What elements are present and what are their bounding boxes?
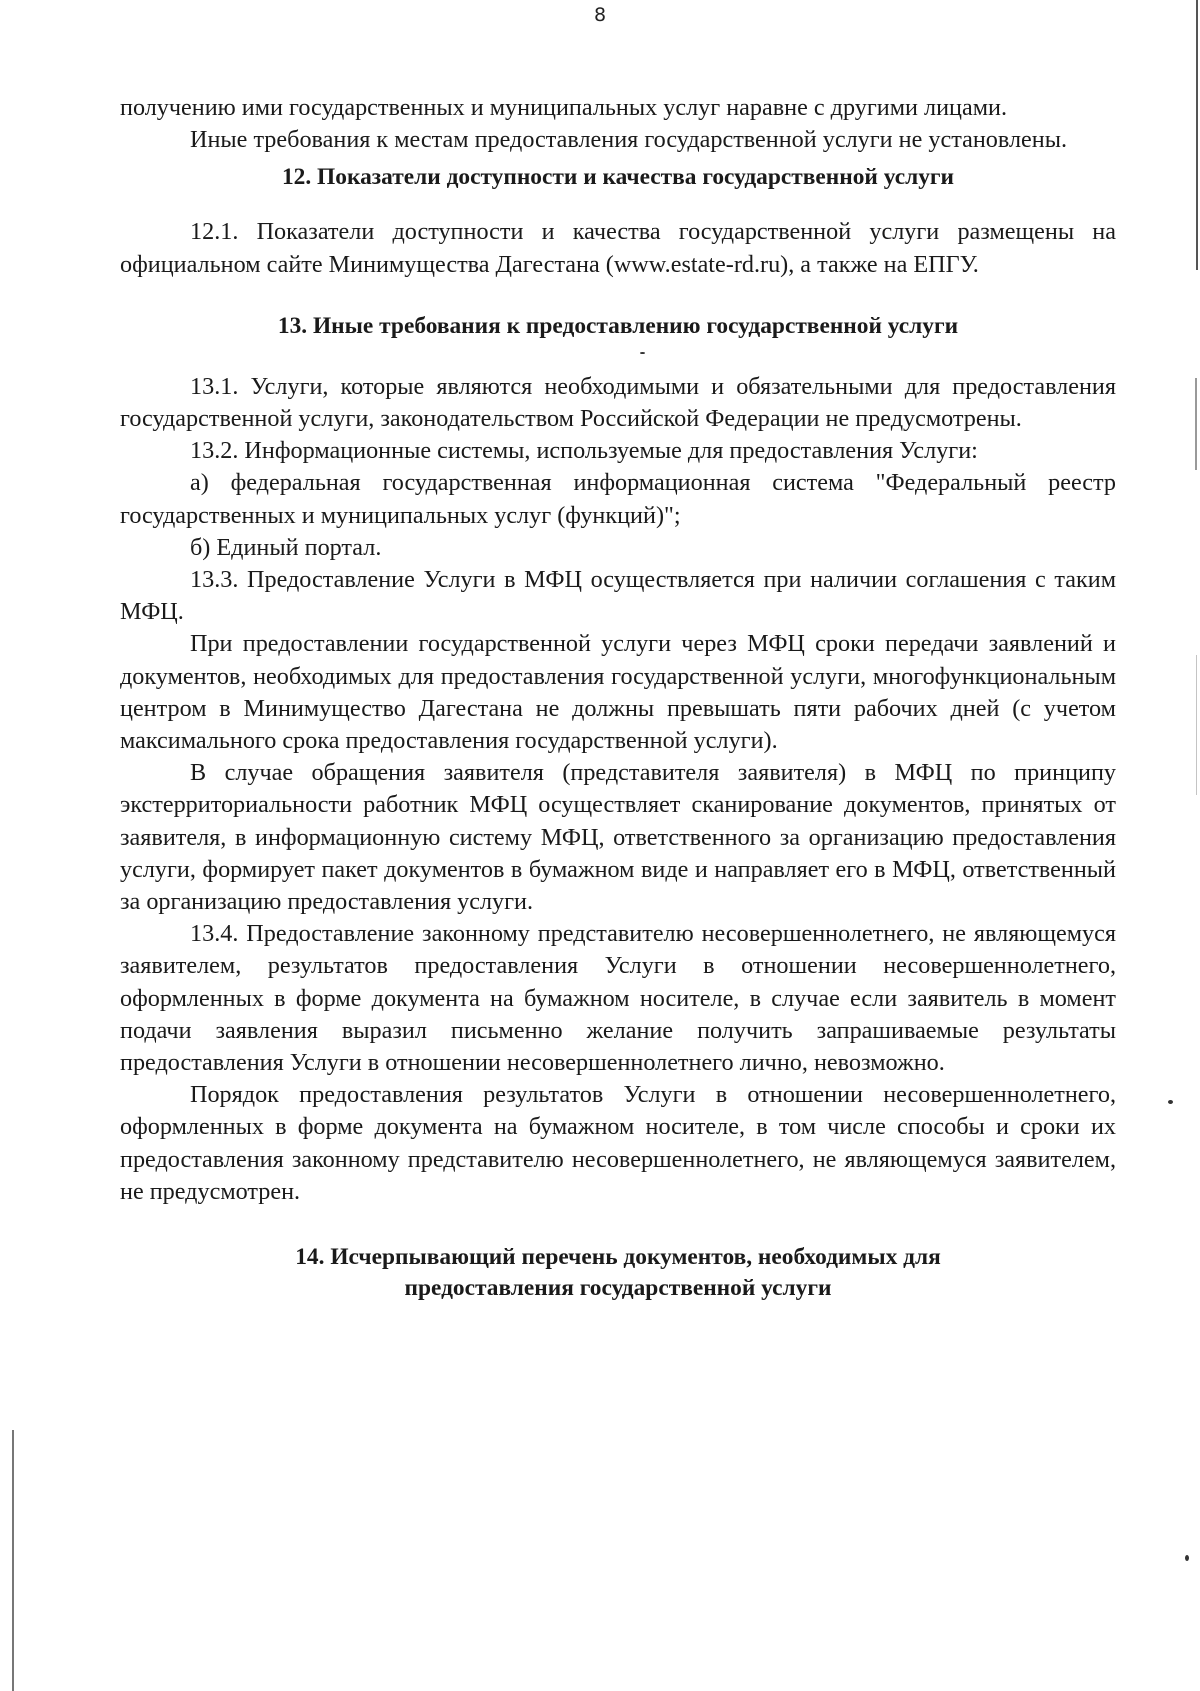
paragraph-13-1: 13.1. Услуги, которые являются необходимыми и обязательными для предоставления государственной услуги, законодательством Российской Федерации не предусмотрены.: [120, 372, 1116, 433]
section-14-heading-line-1: 14. Исчерпывающий перечень документов, необходимых для: [295, 1244, 941, 1271]
paragraph-13-3-extraterritorial: В случае обращения заявителя (представителя заявителя) в МФЦ по принципу экстерриториальности работник МФЦ осуществляет сканирование документов, принятых от заявителя, в информационную систему МФЦ, ответственного за организацию предоставления услуги, формирует пакет документов в бумажном виде и направляет его в МФЦ, ответственный за организацию предоставления услуги.: [120, 759, 1116, 916]
paragraph-continuation: получению ими государственных и муниципальных услуг наравне с другими лицами.: [120, 94, 1007, 121]
paragraph-13-2-b: б) Единый портал.: [190, 533, 382, 561]
scan-edge-left-bottom: [12, 1430, 14, 1691]
paragraph-13-2: 13.2. Информационные системы, используемые для предоставления Услуги:: [190, 437, 978, 465]
page-number: 8: [593, 4, 607, 26]
paragraph-13-4: 13.4. Предоставление законному представителю несовершеннолетнего, не являющемуся заявителем, результатов предоставления Услуги в отношении несовершеннолетнего, оформленных в форме документа на бумажном носителе, в случае если заявитель в момент подачи заявления выразил письменно желание получить запрашиваемые результаты предоставления Услуги в отношении несовершеннолетнего лично, невозможно.: [120, 920, 1116, 1077]
section-14-heading: [120, 1242, 1116, 1304]
paragraph-13-3: 13.3. Предоставление Услуги в МФЦ осуществляется при наличии соглашения с таким МФЦ.: [120, 566, 1116, 626]
scan-edge-right-lower: [1196, 655, 1197, 795]
paragraph-13-3-mfc-deadlines: При предоставлении государственной услуги через МФЦ сроки передачи заявлений и документов, необходимых для предоставления государственной услуги, многофункциональным центром в Минимущество Дагестана не должны превышать пяти рабочих дней (с учетом максимального срока предоставления государственной услуги).: [120, 630, 1116, 755]
paragraph-13-2-a: а) федеральная государственная информационная система "Федеральный реестр государственных и муниципальных услуг (функций)";: [120, 469, 1116, 529]
section-14-heading-line-2: предоставления государственной услуги: [404, 1275, 832, 1302]
document-body: [120, 92, 1116, 1304]
paragraph-other-requirements: Иные требования к местам предоставления государственной услуги не установлены.: [190, 126, 1068, 154]
scan-speck-3: [640, 352, 645, 354]
scan-speck-1: [1168, 1100, 1173, 1104]
section-13-heading: 13. Иные требования к предоставлению государственной услуги: [277, 312, 959, 339]
paragraph-13-4-order: Порядок предоставления результатов Услуги в отношении несовершеннолетнего, оформленных в форме документа на бумажном носителе, в том числе способы и сроки их предоставления законному представителю несовершеннолетнего, не являющемуся заявителем, не предусмотрен.: [120, 1081, 1116, 1205]
scan-edge-right-middle: [1195, 378, 1197, 470]
section-12-heading: 12. Показатели доступности и качества государственной услуги: [281, 164, 955, 191]
scan-edge-right-top: [1196, 0, 1198, 270]
paragraph-12-1: 12.1. Показатели доступности и качества государственной услуги размещены на официальном сайте Минимущества Дагестана (www.estate-rd.ru), а также на ЕПГУ.: [120, 218, 1116, 278]
scan-speck-2: [1185, 1555, 1189, 1561]
